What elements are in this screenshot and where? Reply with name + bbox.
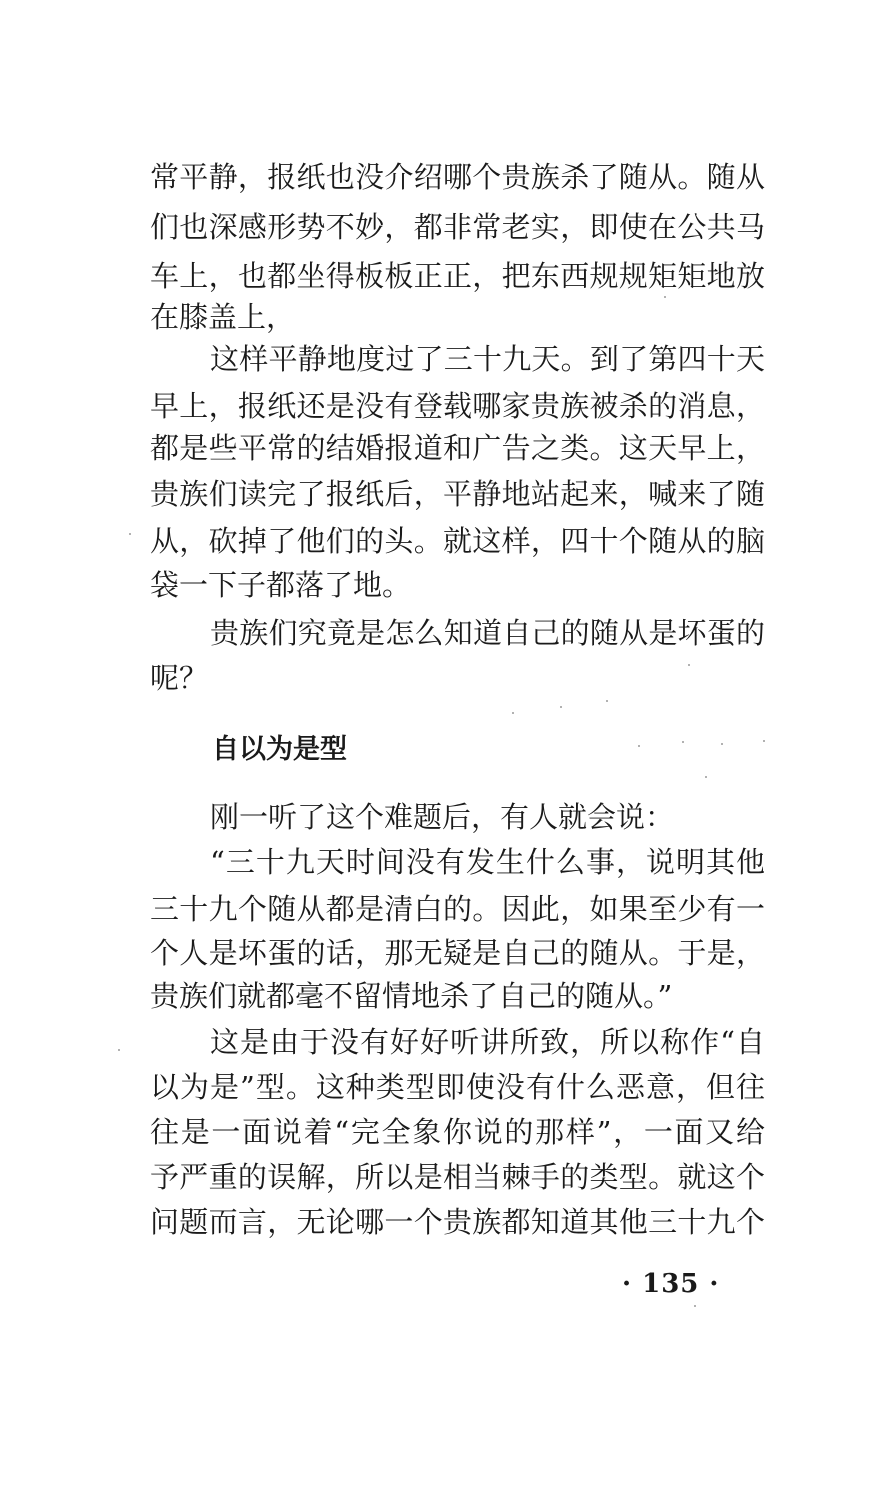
- text-line: 贵族们就都毫不留情地杀了自己的随从。”: [150, 979, 673, 1013]
- scan-speck: [118, 1049, 120, 1051]
- scan-speck: [638, 745, 640, 747]
- text-line: 这是由于没有好好听讲所致，所以称作“自: [210, 1025, 765, 1059]
- scan-speck: [664, 296, 666, 298]
- text-line: 刚一听了这个难题后，有人就会说：: [210, 800, 675, 834]
- scan-speck: [129, 533, 131, 535]
- text-line: 袋一下子都落了地。: [150, 568, 412, 602]
- page-number: · 135 ·: [622, 1269, 720, 1299]
- text-line: 在膝盖上，: [150, 300, 296, 334]
- scan-speck: [763, 740, 765, 742]
- text-line: 这样平静地度过了三十九天。到了第四十天: [210, 342, 765, 376]
- text-line: 早上，报纸还是没有登载哪家贵族被杀的消息，: [150, 389, 765, 423]
- scan-speck: [512, 712, 514, 714]
- scan-speck: [606, 700, 608, 702]
- text-line: 三十九个随从都是清白的。因此，如果至少有一: [150, 892, 765, 926]
- text-line: 都是些平常的结婚报道和广告之类。这天早上，: [150, 431, 765, 465]
- text-line: 常平静，报纸也没介绍哪个贵族杀了随从。随从: [150, 160, 765, 194]
- text-line: 予严重的误解，所以是相当棘手的类型。就这个: [150, 1160, 765, 1194]
- text-line: 从，砍掉了他们的头。就这样，四十个随从的脑: [150, 524, 765, 558]
- scan-speck: [560, 706, 562, 708]
- text-line: 贵族们究竟是怎么知道自己的随从是坏蛋的: [210, 616, 765, 650]
- text-line: 往是一面说着“完全象你说的那样”，一面又给: [150, 1115, 765, 1149]
- text-line: 以为是”型。这种类型即使没有什么恶意，但往: [150, 1070, 765, 1104]
- scan-speck: [721, 743, 723, 745]
- text-line: 问题而言，无论哪一个贵族都知道其他三十九个: [150, 1205, 765, 1239]
- text-line: “三十九天时间没有发生什么事，说明其他: [210, 845, 765, 879]
- text-line: 呢？: [150, 661, 209, 695]
- text-line: 贵族们读完了报纸后，平静地站起来，喊来了随: [150, 477, 765, 511]
- scan-speck: [688, 664, 690, 666]
- scan-speck: [694, 1305, 696, 1307]
- scan-speck: [682, 741, 684, 743]
- section-heading: 自以为是型: [212, 734, 347, 765]
- text-line: 车上，也都坐得板板正正，把东西规规矩矩地放: [150, 259, 765, 293]
- scan-speck: [705, 776, 707, 778]
- text-line: 们也深感形势不妙，都非常老实，即使在公共马: [150, 210, 765, 244]
- text-line: 个人是坏蛋的话，那无疑是自己的随从。于是，: [150, 936, 765, 970]
